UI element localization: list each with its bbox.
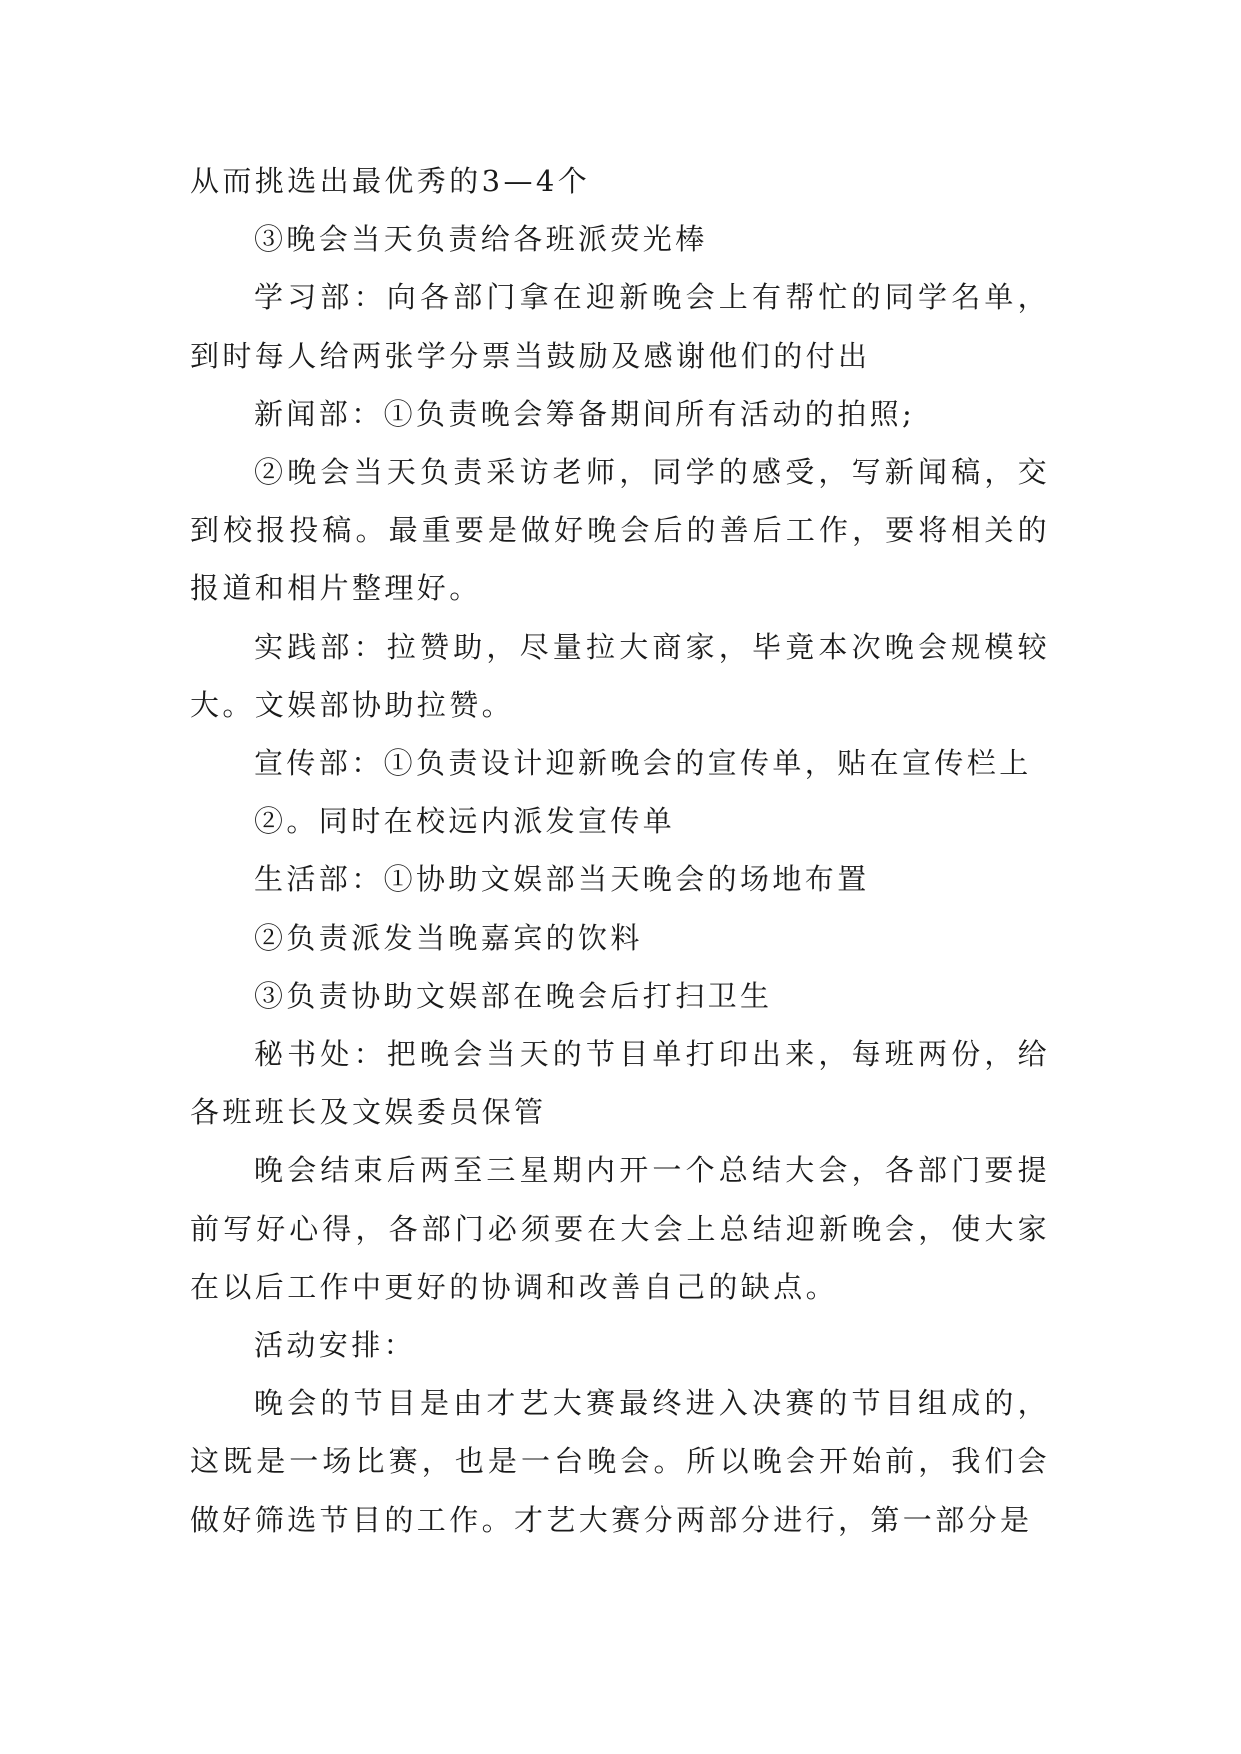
paragraph-life-department: 生活部：①协助文娱部当天晚会的场地布置 <box>254 862 870 897</box>
paragraph-news-interviews: ②晚会当天负责采访老师，同学的感受，写新闻稿，交到校报投稿。最重要是做好晚会后的善后工作，要将相关的报道和相片整理好。 <box>190 455 1050 606</box>
paragraph-life-drinks: ②负责派发当晚嘉宾的饮料 <box>254 920 643 955</box>
paragraph-activity-arrangement: 晚会的节目是由才艺大赛最终进入决赛的节目组成的，这既是一场比赛，也是一台晚会。所以晚会开始前，我们会做好筛选节目的工作。才艺大赛分两部分进行，第一部分是 <box>190 1386 1050 1537</box>
paragraph-continuation: 从而挑选出最优秀的3—4个 <box>190 164 591 198</box>
paragraph-news-department: 新闻部：①负责晚会筹备期间所有活动的拍照; <box>254 396 916 431</box>
paragraph-life-cleanup: ③负责协助文娱部在晚会后打扫卫生 <box>254 978 773 1013</box>
paragraph-secretariat: 秘书处：把晚会当天的节目单打印出来，每班两份，给各班班长及文娱委员保管 <box>190 1037 1050 1130</box>
document-body <box>190 152 1050 1549</box>
paragraph-glow-sticks: ③晚会当天负责给各班派荧光棒 <box>254 222 708 257</box>
paragraph-study-department: 学习部：向各部门拿在迎新晚会上有帮忙的同学名单，到时每人给两张学分票当鼓励及感谢他们的付出 <box>190 280 1050 373</box>
paragraph-publicity-department: 宣传部：①负责设计迎新晚会的宣传单，贴在宣传栏上 <box>254 746 1032 781</box>
paragraph-practice-department: 实践部：拉赞助，尽量拉大商家，毕竟本次晚会规模较大。文娱部协助拉赞。 <box>190 629 1050 722</box>
paragraph-summary-meeting: 晚会结束后两至三星期内开一个总结大会，各部门要提前写好心得，各部门必须要在大会上总结迎新晚会，使大家在以后工作中更好的协调和改善自己的缺点。 <box>190 1153 1050 1304</box>
paragraph-publicity-flyers: ②。同时在校远内派发宣传单 <box>254 804 676 839</box>
paragraph-activity-heading: 活动安排： <box>254 1328 417 1363</box>
